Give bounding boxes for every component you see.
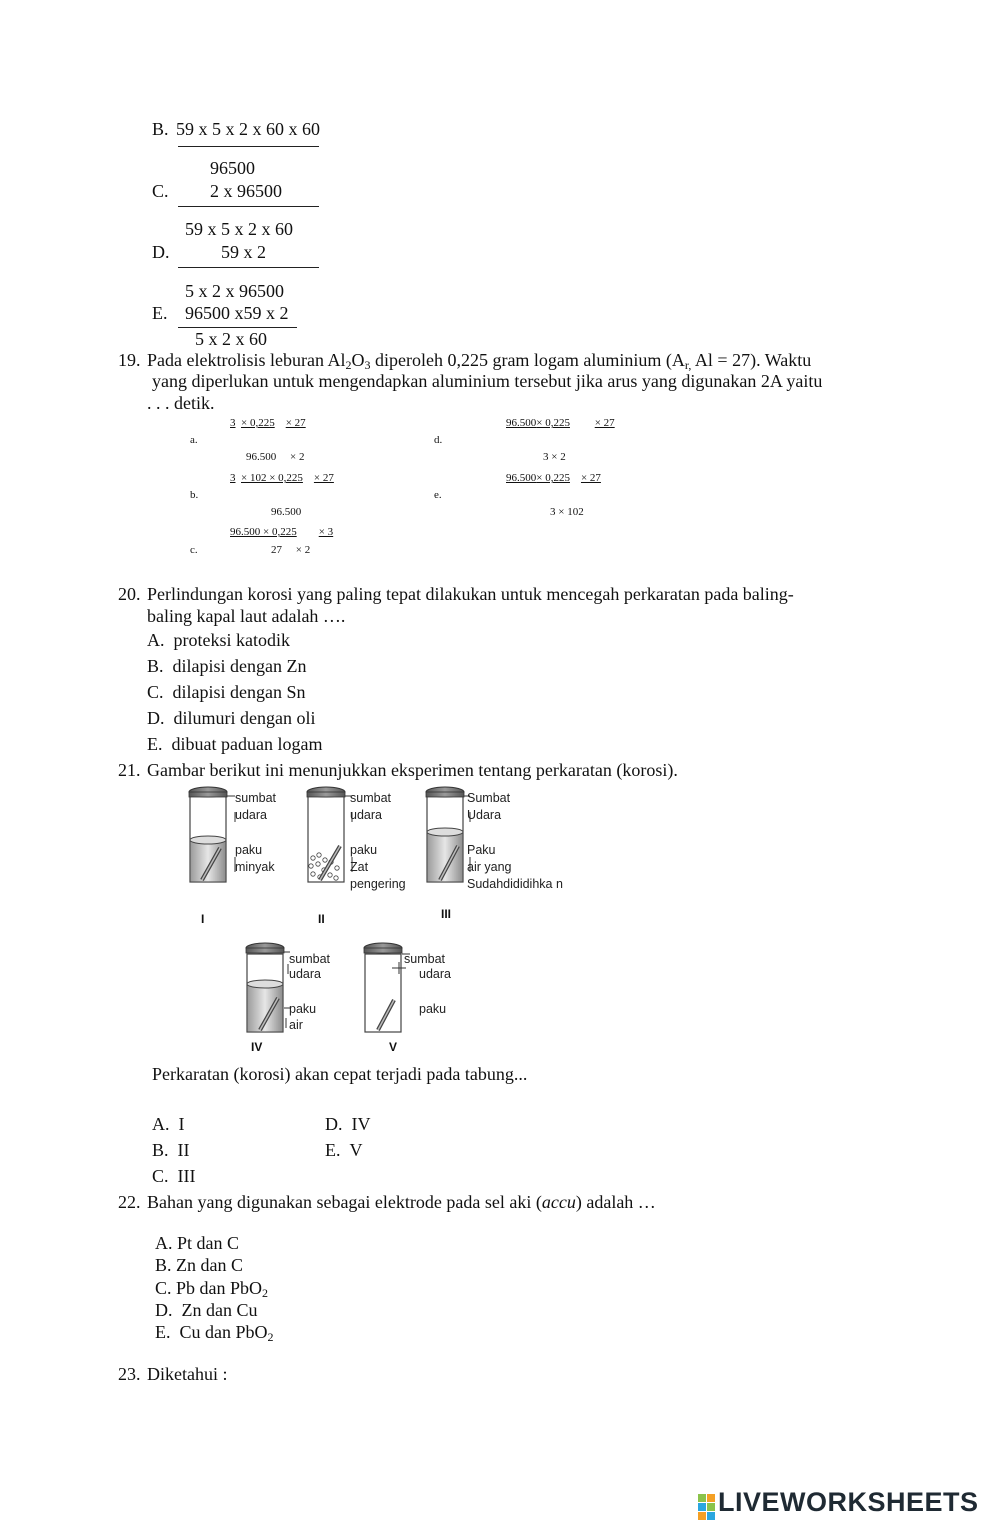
q21-option-c[interactable]: C. III xyxy=(152,1166,196,1186)
q18-option-c-letter: C. xyxy=(152,181,169,201)
q19-a-den: 96.500 × 2 xyxy=(246,451,305,463)
logo-blocks-icon xyxy=(698,1490,716,1524)
q21-option-b[interactable]: B. II xyxy=(152,1140,190,1160)
question-number: 21. xyxy=(118,760,141,780)
tube-I-roman: I xyxy=(201,912,205,926)
tube-II-label: Zat xyxy=(350,860,369,874)
q19-c-letter: c. xyxy=(190,544,198,556)
q21-option-d[interactable]: D. IV xyxy=(325,1114,371,1134)
tube-III-label: Paku xyxy=(467,843,496,857)
question-number: 19. xyxy=(118,350,141,370)
tube-II-label: sumbat xyxy=(350,791,391,805)
tube-I-label: sumbat xyxy=(235,791,276,805)
q22-option-a[interactable]: A. Pt dan C xyxy=(155,1233,240,1253)
q20-option-d[interactable]: D. dilumuri dengan oli xyxy=(147,708,316,728)
q19-d-letter: d. xyxy=(434,434,443,446)
tube-IV-label: sumbat xyxy=(289,952,330,966)
q18-option-b-letter: B. xyxy=(152,119,169,139)
q18-option-b-denominator: 96500 xyxy=(210,158,255,178)
fraction-bar xyxy=(178,267,319,268)
q18-option-d-numerator: 59 x 2 xyxy=(221,242,266,262)
q19-a-num: 3 × 0,225 × 27 xyxy=(230,417,306,429)
tube-V-roman: V xyxy=(389,1040,398,1054)
tube-III-label: Udara xyxy=(467,808,502,822)
q19-c-den: 27 × 2 xyxy=(271,544,311,556)
tube-III xyxy=(426,787,470,882)
q22-option-c[interactable]: C. Pb dan PbO$_2$ xyxy=(155,1278,269,1300)
q20-option-e[interactable]: E. dibuat paduan logam xyxy=(147,734,323,754)
question-prompt: Perkaratan (korosi) akan cepat terjadi pada tabung... xyxy=(152,1064,528,1084)
tube-V-label: udara xyxy=(419,967,451,981)
tube-V-label: sumbat xyxy=(404,952,445,966)
q21-option-e[interactable]: E. V xyxy=(325,1140,363,1160)
fraction-bar xyxy=(178,206,319,207)
question-text-line: Gambar berikut ini menunjukkan eksperimen tentang perkaratan (korosi). xyxy=(147,760,678,780)
q19-a-letter: a. xyxy=(190,434,198,446)
question-text-line: yang diperlukan untuk mengendapkan aluminium tersebut jika arus yang digunakan 2A yaitu xyxy=(152,371,823,391)
q20-option-a[interactable]: A. proteksi katodik xyxy=(147,630,290,650)
q19-e-num: 96.500× 0,225 × 27 xyxy=(506,472,601,484)
question-text-line: Perlindungan korosi yang paling tepat dilakukan untuk mencegah perkaratan pada baling- xyxy=(147,584,794,604)
tube-V-label: paku xyxy=(419,1002,447,1016)
tube-II xyxy=(307,787,352,882)
tube-II-label: pengering xyxy=(350,877,406,891)
q19-b-letter: b. xyxy=(190,489,199,501)
tube-I xyxy=(189,787,235,882)
tube-I-label: paku xyxy=(235,843,263,857)
tube-II-roman: II xyxy=(318,912,325,926)
tube-IV xyxy=(246,943,290,1032)
q20-option-c[interactable]: C. dilapisi dengan Sn xyxy=(147,682,306,702)
q22-option-d[interactable]: D. Zn dan Cu xyxy=(155,1300,258,1320)
fraction-bar xyxy=(178,146,319,147)
q18-option-e-letter: E. xyxy=(152,303,168,323)
q19-d-den: 3 × 2 xyxy=(543,451,566,463)
tube-III-label: Sumbat xyxy=(467,791,511,805)
tube-III-label: air yang xyxy=(467,860,512,874)
q19-c-num: 96.500 × 0,225 × 3 xyxy=(230,526,334,538)
tube-IV-label: air xyxy=(289,1018,303,1032)
q18-option-c-numerator: 2 x 96500 xyxy=(210,181,282,201)
q22-option-e[interactable]: E. Cu dan PbO$_2$ xyxy=(155,1322,274,1344)
q18-option-c-denominator: 59 x 5 x 2 x 60 xyxy=(185,219,293,239)
q18-option-e-numerator: 96500 x59 x 2 xyxy=(185,303,289,323)
q18-option-d-letter: D. xyxy=(152,242,170,262)
corrosion-experiment-figure xyxy=(180,782,600,1062)
question-text-line: Diketahui : xyxy=(147,1364,228,1384)
question-text-line: baling kapal laut adalah …. xyxy=(147,606,346,626)
q19-b-num: 3 × 102 × 0,225 × 27 xyxy=(230,472,334,484)
q22-option-b[interactable]: B. Zn dan C xyxy=(155,1255,244,1275)
question-text-line: Pada elektrolisis leburan $Al_2O_3$ diperoleh 0,225 gram logam aluminium ($A_{r,}$ Al = 27). Waktu xyxy=(147,350,812,372)
q19-e-den: 3 × 102 xyxy=(550,506,584,518)
q19-d-num: 96.500× 0,225 × 27 xyxy=(506,417,615,429)
q19-e-letter: e. xyxy=(434,489,442,501)
q19-b-den: 96.500 xyxy=(271,506,302,518)
q21-option-a[interactable]: A. I xyxy=(152,1114,185,1134)
tube-I-label: udara xyxy=(235,808,267,822)
tube-III-roman: III xyxy=(441,907,452,921)
q20-option-b[interactable]: B. dilapisi dengan Zn xyxy=(147,656,307,676)
question-number: 20. xyxy=(118,584,141,604)
question-number: 23. xyxy=(118,1364,141,1384)
question-text-line: Bahan yang digunakan sebagai elektrode pada sel aki (accu) adalah … xyxy=(147,1192,656,1212)
tube-I-label: minyak xyxy=(235,860,275,874)
q18-option-d-denominator: 5 x 2 x 96500 xyxy=(185,281,284,301)
tube-II-label: paku xyxy=(350,843,378,857)
logo-brand-text: LIVEWORKSHEETS xyxy=(718,1487,979,1517)
q18-option-e-denominator: 5 x 2 x 60 xyxy=(195,329,267,349)
tube-IV-label: udara xyxy=(289,967,321,981)
tube-III-label: Sudahdididihka n xyxy=(467,877,563,891)
question-text-line: . . . detik. xyxy=(147,393,215,413)
q18-option-b-numerator: 59 x 5 x 2 x 60 x 60 xyxy=(176,119,320,139)
question-number: 22. xyxy=(118,1192,141,1212)
tube-II-label: udara xyxy=(350,808,382,822)
tube-IV-roman: IV xyxy=(251,1040,263,1054)
tube-IV-label: paku xyxy=(289,1002,317,1016)
